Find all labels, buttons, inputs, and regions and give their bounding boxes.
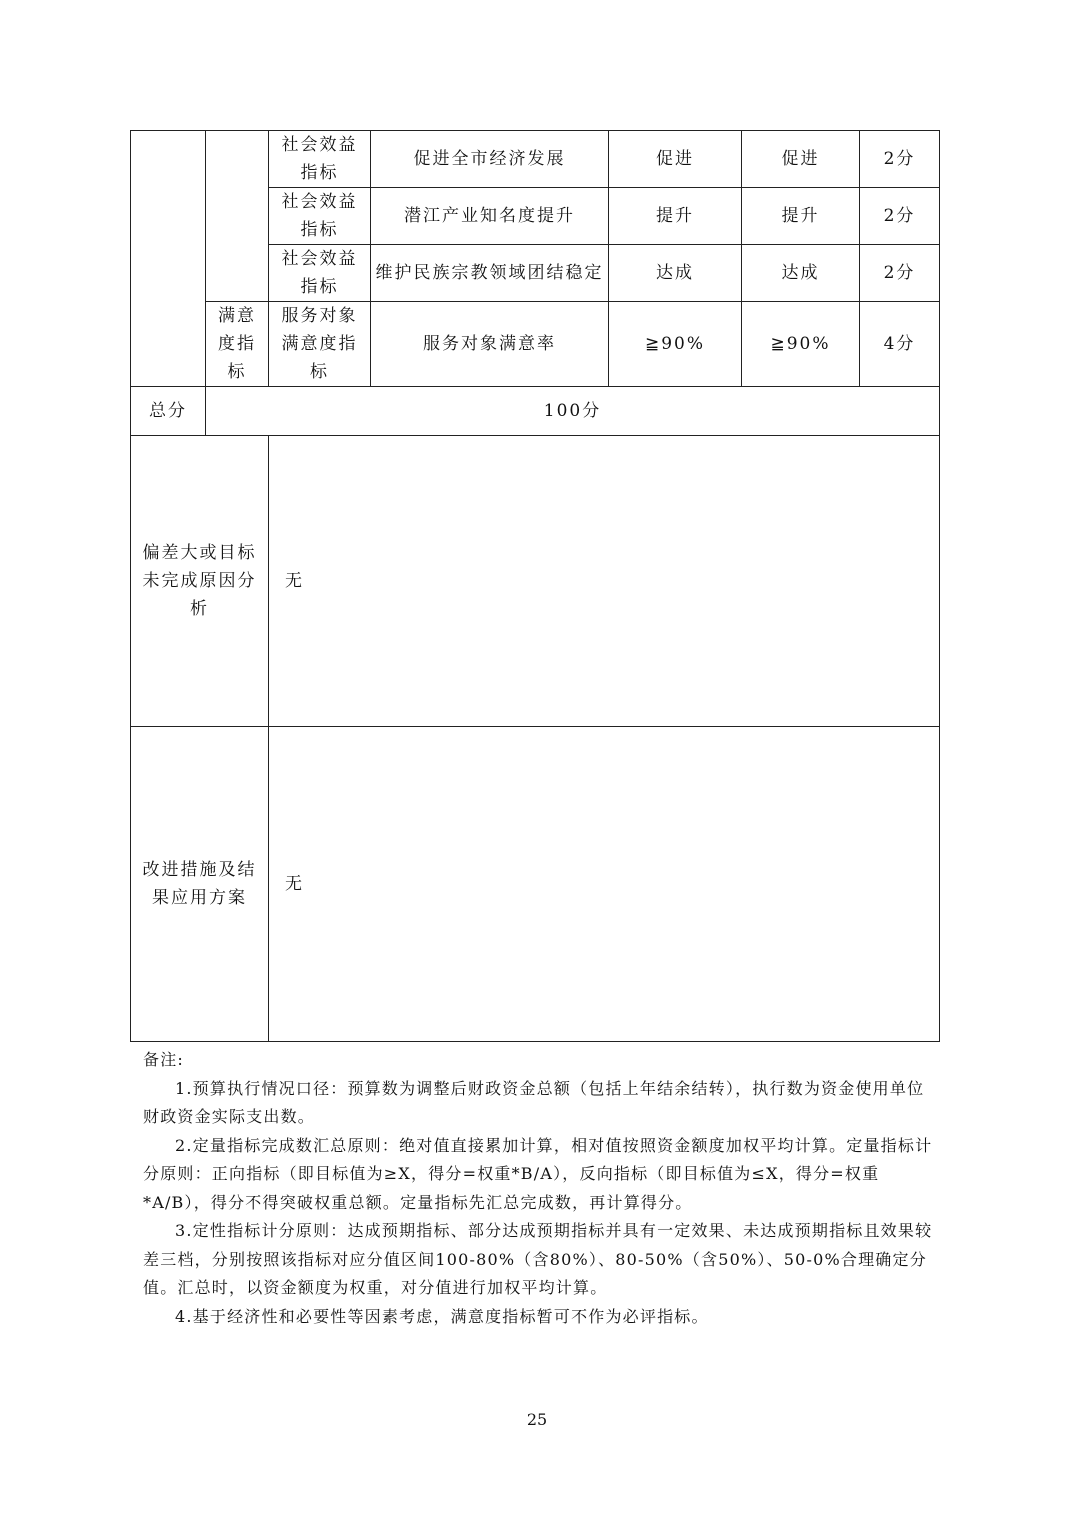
note-item: 2.定量指标完成数汇总原则：绝对值直接累加计算，相对值按照资金额度加权平均计算。定量指标计分原则：正向指标（即目标值为≥X，得分=权重*B/A），反向指标（即目标值为≤X，得分=权重*A/B），得分不得突破权重总额。定量指标先汇总完成数，再计算得分。 xyxy=(143,1135,933,1212)
deviation-row xyxy=(131,436,940,727)
indicator-name-cell: 服务对象满意率 xyxy=(371,302,609,387)
actual-value-cell: 达成 xyxy=(742,245,860,302)
score-cell: 4分 xyxy=(860,302,940,387)
table-row xyxy=(131,131,940,188)
actual-value-cell: 提升 xyxy=(742,188,860,245)
indicator-name-cell: 潜江产业知名度提升 xyxy=(371,188,609,245)
improvement-label-cell: 改进措施及结果应用方案 xyxy=(131,727,269,1042)
note-item: 1.预算执行情况口径：预算数为调整后财政资金总额（包括上年结余结转），执行数为资金使用单位财政资金实际支出数。 xyxy=(143,1078,925,1126)
total-row xyxy=(131,387,940,436)
score-cell: 2分 xyxy=(860,131,940,188)
performance-table xyxy=(130,130,940,1042)
improvement-value-cell: 无 xyxy=(269,727,940,1042)
indicator-name-cell: 促进全市经济发展 xyxy=(371,131,609,188)
note-item: 3.定性指标计分原则：达成预期指标、部分达成预期指标并具有一定效果、未达成预期指标且效果较差三档，分别按照该指标对应分值区间100-80%（含80%）、80-50%（含50%）、50-0%合理确定分值。汇总时，以资金额度为权重，对分值进行加权平均计算。 xyxy=(143,1221,933,1297)
page-number: 25 xyxy=(526,1410,548,1429)
total-label-cell: 总分 xyxy=(131,387,206,436)
table-row xyxy=(131,302,940,387)
actual-value-cell: ≧90% xyxy=(742,302,860,387)
empty-cell xyxy=(206,131,269,302)
empty-cell xyxy=(131,131,206,387)
note-item: 4.基于经济性和必要性等因素考虑，满意度指标暂可不作为必评指标。 xyxy=(175,1306,709,1326)
deviation-value-cell: 无 xyxy=(269,436,940,727)
target-value-cell: 提升 xyxy=(609,188,742,245)
improvement-row xyxy=(131,727,940,1042)
target-value-cell: 促进 xyxy=(609,131,742,188)
indicator-subtype-cell: 服务对象满意度指标 xyxy=(269,302,371,387)
target-value-cell: 达成 xyxy=(609,245,742,302)
indicator-subtype-cell: 社会效益指标 xyxy=(269,131,371,188)
actual-value-cell: 促进 xyxy=(742,131,860,188)
notes-title: 备注: xyxy=(143,1050,184,1069)
score-cell: 2分 xyxy=(860,245,940,302)
score-cell: 2分 xyxy=(860,188,940,245)
total-value-cell: 100分 xyxy=(206,387,940,436)
indicator-subtype-cell: 社会效益指标 xyxy=(269,245,371,302)
notes-section xyxy=(143,1046,933,1331)
indicator-category-cell: 满意度指标 xyxy=(206,302,269,387)
indicator-subtype-cell: 社会效益指标 xyxy=(269,188,371,245)
deviation-label-cell: 偏差大或目标未完成原因分析 xyxy=(131,436,269,727)
target-value-cell: ≧90% xyxy=(609,302,742,387)
indicator-name-cell: 维护民族宗教领域团结稳定 xyxy=(371,245,609,302)
